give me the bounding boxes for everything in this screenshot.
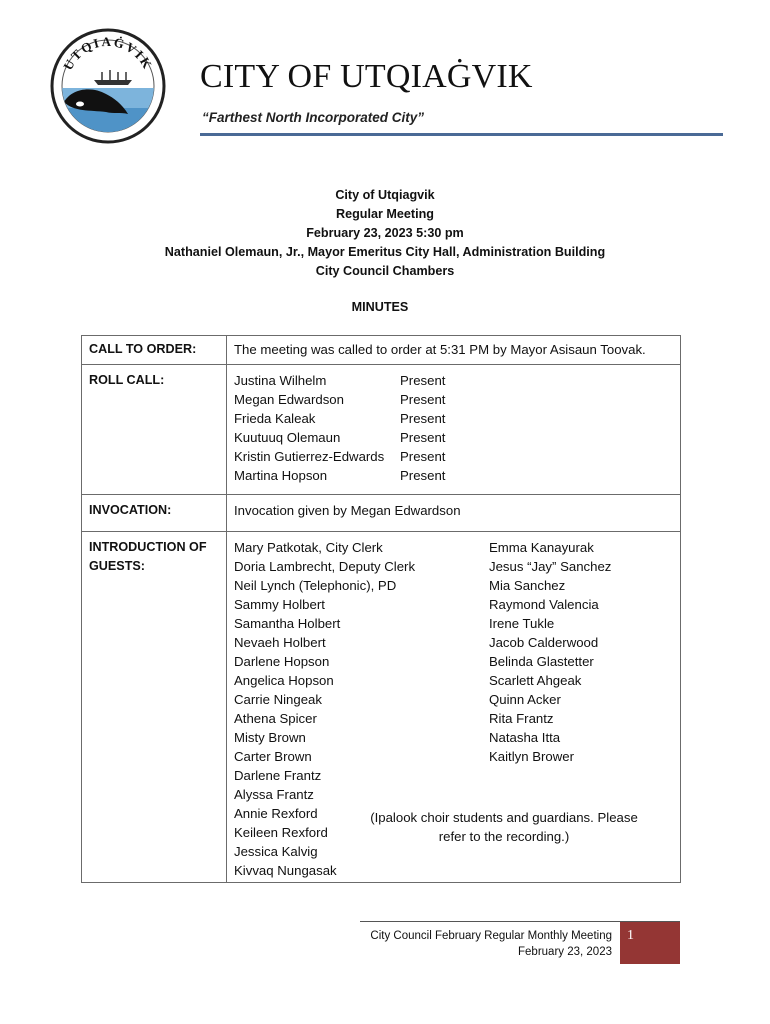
list-item: Athena Spicer (234, 711, 317, 726)
city-title: CITY OF UTQIAĠVIK (200, 58, 533, 95)
guests-label: INTRODUCTION OF GUESTS: (82, 532, 227, 883)
roll-call-status: Present (400, 430, 446, 445)
list-item: Emma Kanayurak (489, 540, 594, 555)
list-item: Natasha Itta (489, 730, 561, 745)
list-item: Alyssa Frantz (234, 787, 314, 802)
list-item: Carrie Ningeak (234, 692, 322, 707)
list-item: Mary Patkotak, City Clerk (234, 540, 383, 555)
roll-call-status: Present (400, 468, 446, 483)
minutes-table (81, 335, 681, 883)
list-item: Angelica Hopson (234, 673, 334, 688)
table-row (82, 495, 681, 532)
list-item: Darlene Hopson (234, 654, 330, 669)
page-number-box (620, 922, 680, 964)
list-item: Darlene Frantz (234, 768, 322, 783)
call-to-order-text: The meeting was called to order at 5:31 PM by Mayor Asisaun Toovak. (227, 336, 681, 365)
invocation-text: Invocation given by Megan Edwardson (227, 495, 681, 532)
list-item: Irene Tukle (489, 616, 555, 631)
meeting-type: Regular Meeting (336, 207, 434, 221)
meeting-datetime: February 23, 2023 5:30 pm (306, 226, 464, 240)
minutes-heading: MINUTES (351, 300, 409, 314)
city-motto: “Farthest North Incorporated City” (202, 110, 425, 125)
list-item: Keileen Rexford (234, 825, 328, 840)
list-item: Scarlett Ahgeak (489, 673, 582, 688)
header-divider (200, 133, 723, 136)
guests-note: (Ipalook choir students and guardians. Please refer to the recording.) (370, 810, 638, 844)
city-seal-logo (50, 28, 166, 144)
list-item: Belinda Glastetter (489, 654, 594, 669)
list-item: Annie Rexford (234, 806, 318, 821)
roll-call-list (227, 365, 681, 495)
list-item: Rita Frantz (489, 711, 554, 726)
roll-call-name: Justina Wilhelm (234, 373, 327, 388)
meeting-info (0, 186, 770, 281)
roll-call-status: Present (400, 411, 446, 426)
meeting-location: Nathaniel Olemaun, Jr., Mayor Emeritus City Hall, Administration Building (164, 245, 606, 259)
list-item: Doria Lambrecht, Deputy Clerk (234, 559, 416, 574)
meeting-room: City Council Chambers (315, 264, 455, 278)
table-row (82, 365, 681, 495)
roll-call-status: Present (400, 373, 446, 388)
svg-text:UTQIAĠVIK: UTQIAĠVIK (60, 33, 156, 73)
list-item: Jacob Calderwood (489, 635, 599, 650)
page-footer (360, 928, 612, 960)
roll-call-name: Kuutuuq Olemaun (234, 430, 341, 445)
roll-call-name: Martina Hopson (234, 468, 328, 483)
list-item: Kaitlyn Brower (489, 749, 575, 764)
list-item: Sammy Holbert (234, 597, 325, 612)
list-item: Misty Brown (234, 730, 306, 745)
list-item: Quinn Acker (489, 692, 561, 707)
list-item: Kivvaq Nungasak (234, 863, 337, 878)
roll-call-status: Present (400, 392, 446, 407)
table-row (82, 336, 681, 365)
list-item: Nevaeh Holbert (234, 635, 326, 650)
list-item: Carter Brown (234, 749, 312, 764)
roll-call-name: Megan Edwardson (234, 392, 344, 407)
roll-call-label: ROLL CALL: (82, 365, 227, 495)
list-item: Jesus “Jay” Sanchez (489, 559, 612, 574)
footer-title: City Council February Regular Monthly Meeting (370, 930, 612, 942)
list-item: Raymond Valencia (489, 597, 599, 612)
list-item: Jessica Kalvig (234, 844, 318, 859)
roll-call-name: Kristin Gutierrez-Edwards (234, 449, 385, 464)
invocation-label: INVOCATION: (82, 495, 227, 532)
list-item: Mia Sanchez (489, 578, 566, 593)
list-item: Neil Lynch (Telephonic), PD (234, 578, 397, 593)
guests-list (227, 532, 681, 883)
call-to-order-label: CALL TO ORDER: (82, 336, 227, 365)
table-row (82, 532, 681, 883)
meeting-org: City of Utqiagvik (335, 188, 435, 202)
list-item: Samantha Holbert (234, 616, 341, 631)
roll-call-status: Present (400, 449, 446, 464)
footer-date: February 23, 2023 (518, 946, 612, 958)
roll-call-name: Frieda Kaleak (234, 411, 316, 426)
page-number: 1 (627, 928, 634, 943)
